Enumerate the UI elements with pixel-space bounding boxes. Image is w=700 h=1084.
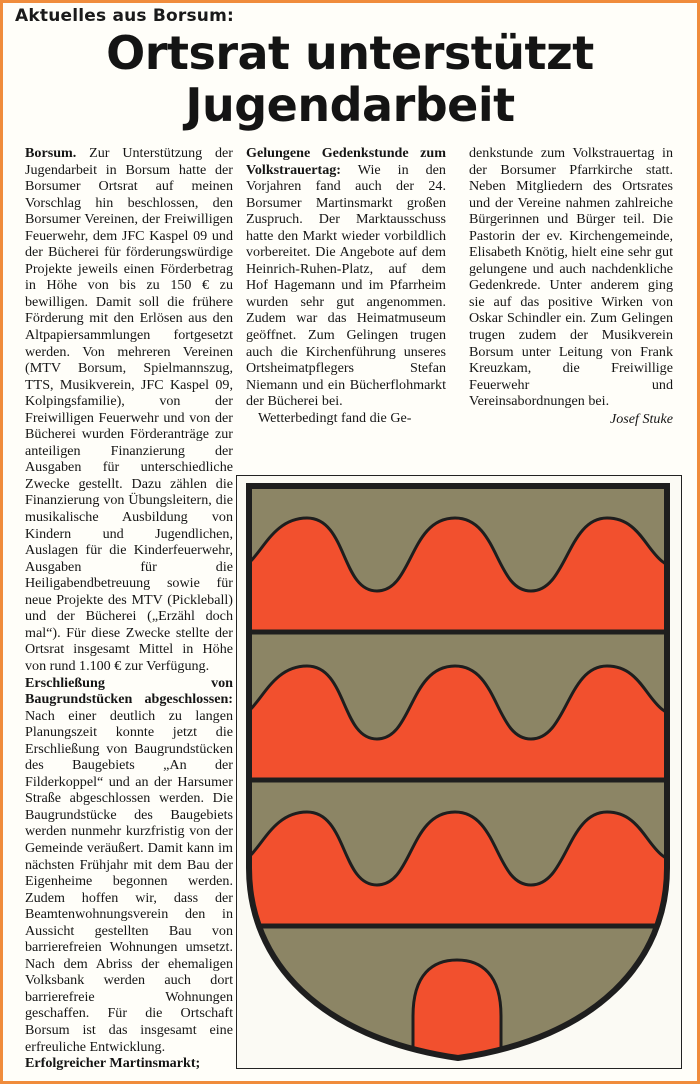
coat-of-arms-figure [236,475,682,1069]
headline-line-2: Jugendarbeit [185,78,515,132]
wave-band-3 [237,812,681,925]
wave-band-1 [237,518,681,631]
paragraph-memorial-start: Wetterbedingt fand die Ge- [258,409,412,426]
headline-line-1: Ortsrat unterstützt [106,26,594,80]
paragraph-building-land-text: Nach einer deutlich zu langen Planungszeit konnte jetzt die Erschließung von Baugrundstücken des Baugebiets „An der Filderkoppel“ und an der Harsumer Straße abgeschlossen werden. Die Baugrundstücke des Baugebiets werden nunmehr kurzfristig von der Gemeinde veräußert. Damit kann im nächsten Frühjahr mit dem Bau der Eigenheime begonnen werden. Zudem hoffen wir, dass der Beamtenwohnungsverein den in Aussicht gestellten Bau von barrierefreien Wohnungen umsetzt. Nach dem Abriss der ehemaligen Volksbank werden auch dort barrierefreie Wohnungen geschaffen. Für die Ortschaft Borsum ist das insgesamt eine erfreuliche Entwicklung. [25,707,233,1055]
subheading-memorial: Gelungene Gedenkstunde zum Volkstrauertag: [246,145,446,178]
subheading-building-land: Erschließung von Baugrundstücken abgeschlossen: [25,674,233,708]
paragraph-memorial-cont: denkstunde zum Volkstrauertag in der Borsumer Pfarrkirche statt. Neben Mitgliedern des Ortsrates und der Vereine nahmen zahlreiche Bürgerinnen und Bürger teil. Die Pastorin der ev. Kirchengemeinde, Elisabeth Knötig, hielt eine sehr gut gelungene und auch nachdenkliche Gedenkrede. Unter anderem ging sie auf das positive Wirken von Oskar Schindler ein. Zum Gelingen trugen zudem der Musikverein Borsum unter Leitung von Frank Kreuzkam, die Freiwillige Feuerwehr und Vereinsabordnungen bei. [469,145,673,410]
author-byline: Josef Stuke [609,410,673,427]
dateline: Borsum. [25,145,77,161]
paragraph-funding-text: Zur Unterstützung der Jugendarbeit in Borsum hatte der Borsumer Ortsrat auf meinen Vorschlag hin beschlossen, den Borsumer Vereinen, der Freiwilligen Feuerwehr, dem JFC Kaspel 09 und der Bücherei für förderungswürdige Projekte jeweils einen Förderbetrag in Höhe von bis zu 150 € zu bewilligen. Damit soll die frühere Förderung mit den Erlösen aus den Altpapiersammlungen fortgesetzt werden. Von mehreren Vereinen (MTV Borsum, Spielmannszug, TTS, Musikverein, JFC Kaspel 09, Kolpingsfamilie), von der Freiwilligen Feuerwehr und von der Bücherei wurden Förderanträge zur anteiligen Finanzierung der Ausgaben für unterschiedliche Zwecke gestellt. Dazu zählen die Finanzierung von Übungsleitern, die musikalische Ausbildung von Kindern und Jugendlichen, Auslagen für die Kinderfeuerwehr, Ausgaben für die Heiligabendbetreuung sowie für neue Projekte des MTV (Pickleball) und der Bücherei („Erzähl doch mal“). Für diese Zwecke stellte der Ortsrat insgesamt Mittel in Höhe von rund 1.100 € zur Verfügung. [25,145,233,674]
paragraph-funding [25,145,233,675]
section-kicker: Aktuelles aus Borsum: [15,6,235,26]
paragraph-market-lead [25,1055,233,1072]
paragraph-market-text: Wie in den Vorjahren fand auch der 24. Borsumer Martinsmarkt großen Zuspruch. Der Marktausschuss hatte den Markt wieder vorbildlich vorbereitet. Die Angebote auf dem Heinrich-Ruhen-Platz, auf dem Hof Hagemann und im Pfarrheim wurden sehr gut angenommen. Zudem war das Heimatmuseum geöffnet. Zum Gelingen trugen auch die Kirchenführung unseres Ortsheimatpflegers Stefan Niemann und ein Bücherflohmarkt der Bücherei bei. [246,161,446,410]
headline [3,27,697,131]
paragraph-market [246,145,446,410]
subheading-market: Erfolgreicher Martinsmarkt; [25,1055,201,1072]
paragraph-building-land [25,675,233,1056]
wave-band-2 [237,666,681,779]
article-column-2 [246,145,446,426]
article-column-1 [25,145,233,1072]
article-column-3 [469,145,673,427]
borsum-coat-of-arms-icon [237,476,681,1068]
